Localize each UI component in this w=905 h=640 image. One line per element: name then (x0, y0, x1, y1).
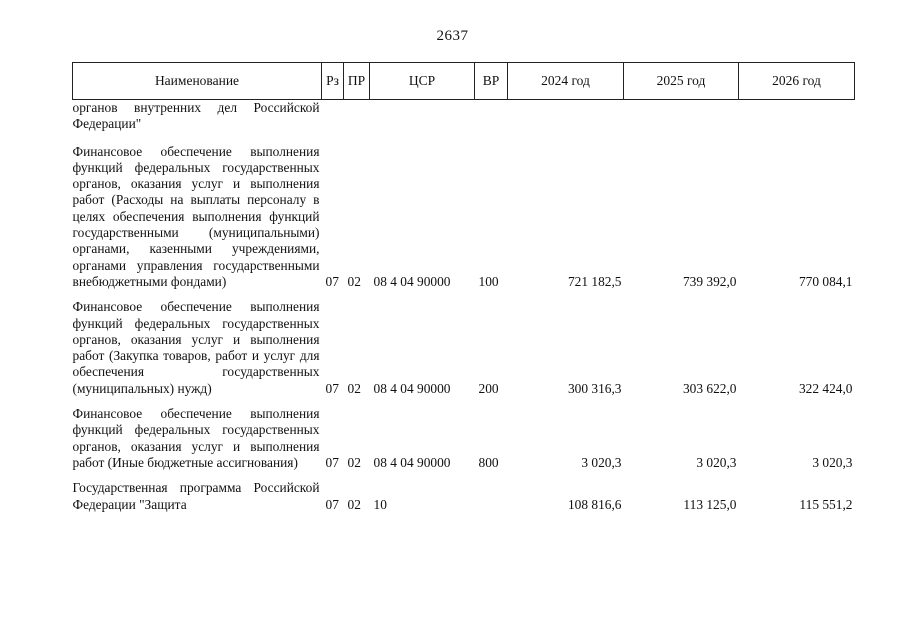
row-2026: 115 551,2 (799, 496, 853, 512)
row-name: Финансовое обеспечение выполнения функций федеральных государственных органов, оказания услуг и выполнения работ (Иные бюджетные ассигнования) (72, 406, 320, 470)
table-row (73, 480, 855, 513)
row-csr: 08 4 04 90000 (373, 380, 451, 396)
row-2024: 3 020,3 (581, 454, 622, 470)
row-2026 (739, 100, 855, 144)
row-pr: 02 (347, 273, 361, 289)
row-csr (370, 100, 475, 144)
row-name: Финансовое обеспечение выполнения функций федеральных государственных органов, оказания услуг и выполнения работ (Закупка товаров, работ и услуг для обеспечения государственных (муниципальных) нужд) (72, 299, 320, 396)
row-2026: 322 424,0 (798, 380, 853, 396)
row-csr: 08 4 04 90000 (373, 454, 451, 470)
header-name: Наименование (73, 63, 322, 100)
row-name: Финансовое обеспечение выполнения функций федеральных государственных органов, оказания услуг и выполнения работ (Расходы на выплаты персоналу в целях обеспечения выполнения функций государственными (муниципальными) органами, казенными учреждениями, органами управления государственными внебюджетными фондами) (72, 143, 320, 289)
row-vr: 800 (478, 454, 499, 470)
row-2024: 300 316,3 (567, 380, 622, 396)
row-2025: 303 622,0 (682, 380, 737, 396)
row-2026: 3 020,3 (812, 454, 853, 470)
table-header (73, 63, 855, 100)
row-pr: 02 (347, 454, 361, 470)
row-2026: 770 084,1 (798, 273, 853, 289)
row-rz (322, 100, 344, 144)
row-rz: 07 (325, 496, 339, 512)
header-2025: 2025 год (624, 63, 739, 100)
header-csr: ЦСР (370, 63, 475, 100)
row-vr: 200 (478, 380, 499, 396)
row-vr: 100 (478, 273, 499, 289)
header-2026: 2026 год (739, 63, 855, 100)
row-csr: 10 (373, 496, 387, 512)
table-row (73, 100, 855, 144)
table-body (73, 100, 855, 513)
table-row (73, 406, 855, 480)
row-name: органов внутренних дел Российской Федерации" (72, 100, 320, 132)
row-2025 (624, 100, 739, 144)
row-2024: 721 182,5 (567, 273, 622, 289)
row-name: Государственная программа Российской Федерации "Защита (72, 480, 320, 512)
header-rz: Рз (322, 63, 344, 100)
row-pr: 02 (347, 496, 361, 512)
row-rz: 07 (325, 380, 339, 396)
row-2024 (508, 100, 624, 144)
table-row (73, 299, 855, 406)
header-vr: ВР (475, 63, 508, 100)
table-row (73, 144, 855, 300)
row-2025: 113 125,0 (683, 496, 737, 512)
row-rz: 07 (325, 454, 339, 470)
row-vr (475, 480, 508, 513)
header-2024: 2024 год (508, 63, 624, 100)
row-rz: 07 (325, 273, 339, 289)
row-pr (344, 100, 370, 144)
page-number: 2637 (436, 28, 469, 44)
row-2025: 739 392,0 (682, 273, 737, 289)
row-vr (475, 100, 508, 144)
row-2024: 108 816,6 (567, 496, 622, 512)
row-pr: 02 (347, 380, 361, 396)
budget-table (72, 62, 855, 513)
row-csr: 08 4 04 90000 (373, 273, 451, 289)
row-2025: 3 020,3 (696, 454, 737, 470)
header-pr: ПР (344, 63, 370, 100)
